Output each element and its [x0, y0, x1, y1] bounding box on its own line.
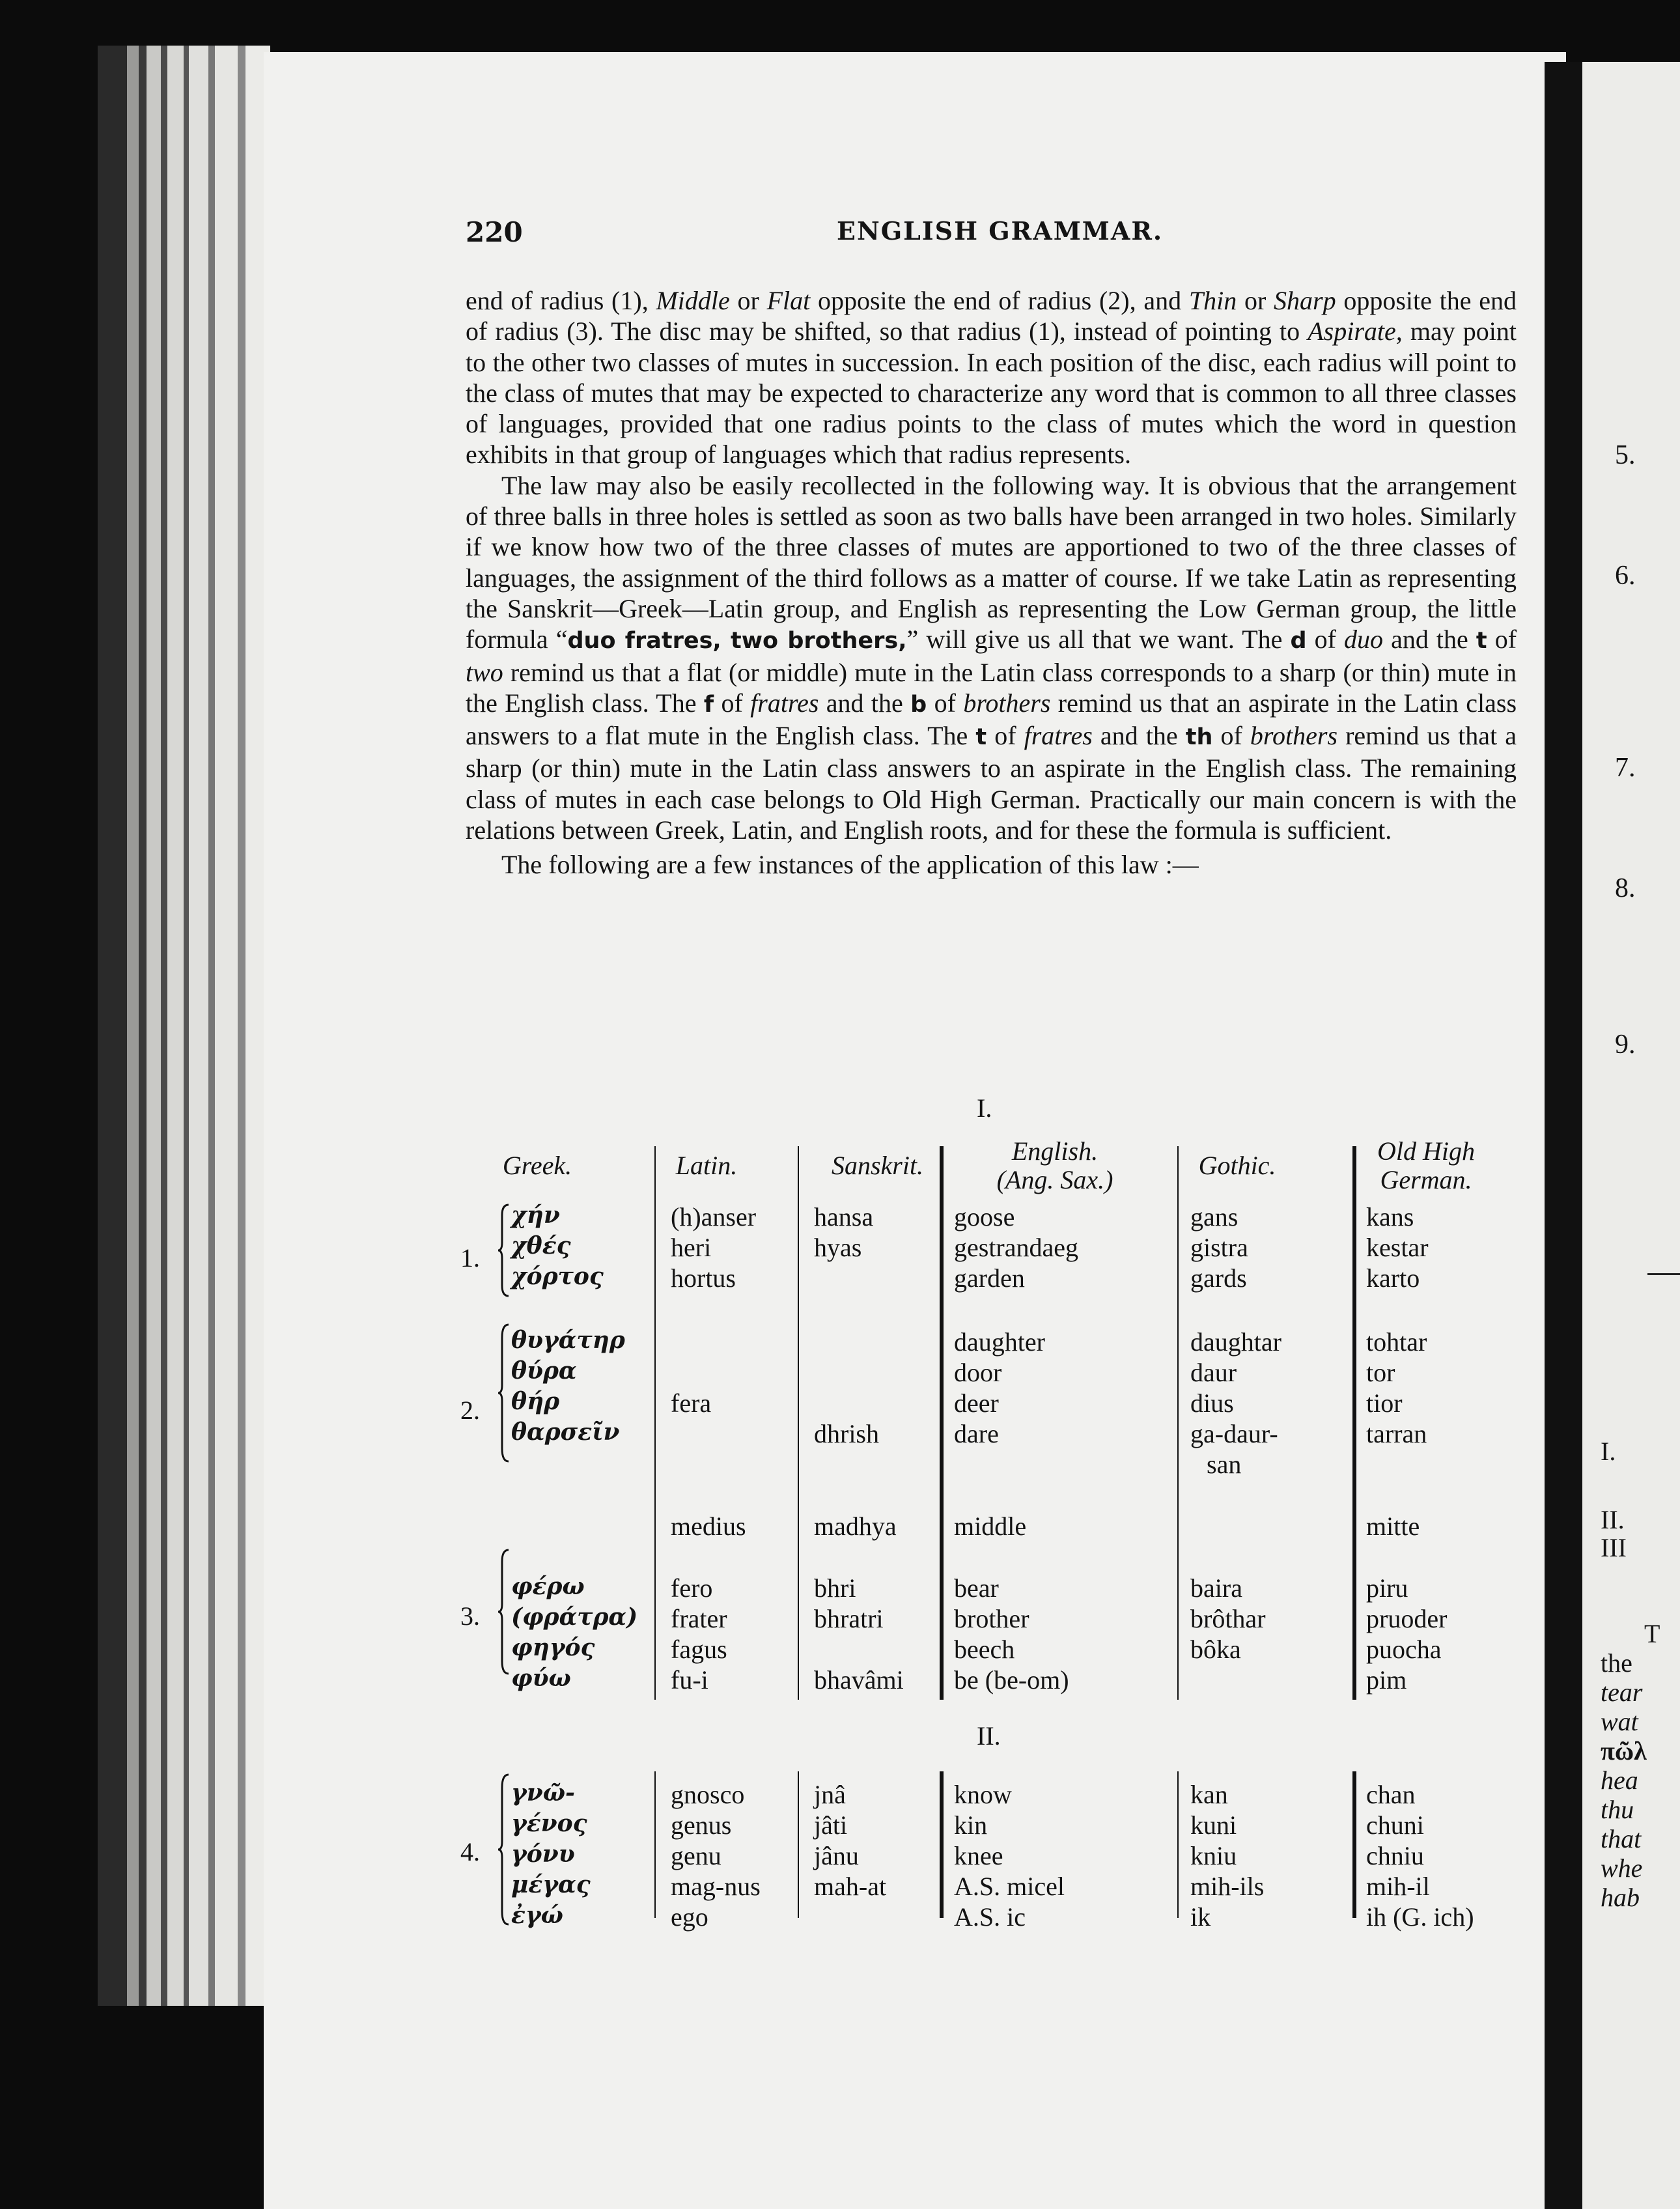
- column-rule: [1352, 1771, 1356, 1918]
- cell-latin: mag-nus: [671, 1872, 761, 1901]
- bold-term: d: [1290, 628, 1307, 654]
- group-number: 1.: [460, 1243, 480, 1273]
- cell-latin: frater: [671, 1604, 727, 1633]
- cell-latin: fera: [671, 1388, 712, 1418]
- brace-icon: [498, 1203, 511, 1298]
- running-header: [466, 216, 1517, 255]
- facing-page-number: 6.: [1615, 561, 1636, 591]
- cell-english: brother: [954, 1604, 1029, 1633]
- col-header-ohg-line1: Old High: [1377, 1136, 1475, 1166]
- facing-page-fragment: hab: [1601, 1883, 1640, 1912]
- text-run: The following are a few instances of the application of this law :—: [501, 850, 1199, 880]
- italic-term: fratres: [750, 688, 819, 718]
- italic-term: Flat: [766, 286, 811, 315]
- cell-gothic: daur: [1190, 1358, 1237, 1387]
- col-header-sanskrit: Sanskrit.: [831, 1151, 924, 1180]
- cell-ohg: mih-il: [1366, 1872, 1430, 1901]
- col-header-english: [951, 1137, 1159, 1194]
- col-header-ohg: [1338, 1137, 1514, 1194]
- facing-page-number: 9.: [1615, 1030, 1636, 1060]
- cell-greek: γνῶ-: [511, 1779, 575, 1807]
- bold-term: duo fratres, two brothers,: [567, 628, 907, 654]
- column-rule: [1352, 1146, 1356, 1700]
- brace-icon: [498, 1549, 511, 1676]
- text-run: of: [1306, 625, 1345, 654]
- cell-latin: fu-i: [671, 1665, 708, 1695]
- cell-greek: γόνυ: [511, 1840, 575, 1868]
- gutter-shadow: [1545, 62, 1584, 2209]
- col-header-greek: Greek.: [502, 1151, 572, 1180]
- italic-term: duo: [1344, 625, 1384, 654]
- group-number: 2.: [460, 1396, 480, 1425]
- cell-ohg: tarran: [1366, 1419, 1427, 1448]
- text-run: of: [1212, 721, 1250, 751]
- facing-page-rule: [1647, 1273, 1680, 1275]
- cell-english: kin: [954, 1810, 988, 1840]
- cell-gothic: ik: [1190, 1902, 1211, 1932]
- col-header-latin: Latin.: [675, 1151, 738, 1180]
- text-run: opposite the end of radius (2), and: [810, 286, 1189, 315]
- cell-sanskrit: bhavâmi: [814, 1665, 904, 1695]
- cell-english: daughter: [954, 1327, 1045, 1357]
- text-run: and the: [1092, 721, 1186, 751]
- cell-gothic: brôthar: [1190, 1604, 1266, 1633]
- cell-greek: ἐγώ: [511, 1902, 563, 1929]
- cell-latin: gnosco: [671, 1780, 745, 1809]
- cell-english: bear: [954, 1573, 999, 1603]
- cell-gothic: gistra: [1190, 1233, 1248, 1262]
- cell-latin: fero: [671, 1573, 713, 1603]
- italic-term: brothers: [963, 688, 1051, 718]
- text-run: may point to the other two classes of mutes in succession. In each position of the disc, each radius will point to the class of mutes that may be expected to characterize any word that is common to all three classes of languages, provided that one radius points to the class of mutes which the word in question exhibits in that group of languages which that radius represents.: [466, 317, 1517, 470]
- cell-sanskrit: jnâ: [814, 1780, 846, 1809]
- facing-page-fragment: hea: [1601, 1766, 1638, 1795]
- facing-page-roman: II.: [1601, 1505, 1625, 1534]
- bold-term: f: [703, 691, 714, 718]
- cell-ohg: piru: [1366, 1573, 1408, 1603]
- cell-english: A.S. ic: [954, 1902, 1026, 1932]
- cell-gothic: kuni: [1190, 1810, 1237, 1840]
- cell-ohg: pim: [1366, 1665, 1407, 1695]
- cell-english: knee: [954, 1841, 1003, 1870]
- cell-latin: ego: [671, 1902, 708, 1932]
- text-run: opposite the end of radius (3). The disc may be shifted, so that radius (1), instead of pointing to: [466, 286, 1517, 346]
- book-page-edges: [98, 46, 270, 2006]
- cell-ohg: chan: [1366, 1780, 1416, 1809]
- text-run: remind us that a sharp (or thin) mute in the Latin class answers to an aspirate in the English class. The remaining class of mutes in each case belongs to Old High German. Practically our main concern is with the relations between Greek, Latin, and English roots, and for these the formula is sufficient.: [466, 721, 1517, 845]
- text-run: and the: [819, 688, 911, 718]
- column-rule: [940, 1771, 944, 1918]
- facing-page: [1582, 62, 1680, 2209]
- column-rule: [940, 1146, 944, 1700]
- cell-ohg: tohtar: [1366, 1327, 1427, 1357]
- cell-gothic: gans: [1190, 1202, 1239, 1231]
- group-number: 3.: [460, 1601, 480, 1631]
- cell-latin: genu: [671, 1841, 721, 1870]
- facing-page-roman: III: [1601, 1533, 1627, 1562]
- facing-page-fragment: wat: [1601, 1707, 1638, 1736]
- cell-sanskrit: bhratri: [814, 1604, 884, 1633]
- facing-page-number: 5.: [1615, 440, 1636, 470]
- cell-ohg: tior: [1366, 1388, 1403, 1418]
- cell-ohg: mitte: [1366, 1512, 1420, 1541]
- cell-ohg: ih (G. ich): [1366, 1902, 1474, 1932]
- col-header-ohg-line2: German.: [1380, 1165, 1472, 1194]
- bold-term: b: [910, 691, 927, 718]
- cell-ohg: pruoder: [1366, 1604, 1448, 1633]
- cell-ohg: chniu: [1366, 1841, 1424, 1870]
- text-run: of: [714, 688, 751, 718]
- cell-english: middle: [954, 1512, 1027, 1541]
- cell-greek: χθές: [511, 1232, 571, 1259]
- cell-greek: θυγάτηρ: [511, 1327, 625, 1354]
- text-run: remind us that a flat (or middle) mute in the Latin class corresponds to a sharp (or thin) mute in the English class. The: [466, 657, 1517, 718]
- cell-gothic: kniu: [1190, 1841, 1237, 1870]
- facing-page-number: 8.: [1615, 873, 1636, 903]
- cell-ohg: kestar: [1366, 1233, 1429, 1262]
- text-run: and the: [1383, 625, 1476, 654]
- running-title: ENGLISH GRAMMAR.: [837, 216, 1164, 246]
- column-rule: [654, 1146, 656, 1700]
- italic-term: two: [466, 657, 503, 687]
- facing-page-roman: I.: [1601, 1437, 1616, 1466]
- cell-gothic: dius: [1190, 1388, 1234, 1418]
- cell-latin: hortus: [671, 1263, 736, 1293]
- cell-english: goose: [954, 1202, 1015, 1231]
- column-rule: [798, 1771, 799, 1918]
- cell-english: deer: [954, 1388, 999, 1418]
- cell-latin: medius: [671, 1512, 746, 1541]
- cell-sanskrit: jâti: [814, 1810, 848, 1840]
- cell-gothic: baira: [1190, 1573, 1242, 1603]
- cell-ohg: tor: [1366, 1358, 1395, 1387]
- cell-greek: μέγας: [511, 1871, 591, 1898]
- cell-sanskrit: bhri: [814, 1573, 856, 1603]
- text-run: or: [729, 286, 767, 315]
- text-run: of: [987, 721, 1024, 751]
- italic-term: brothers: [1250, 721, 1338, 751]
- brace-icon: [498, 1773, 511, 1926]
- cell-sanskrit: hyas: [814, 1233, 862, 1262]
- text-run: of: [927, 688, 964, 718]
- cell-greek: χήν: [511, 1202, 560, 1229]
- col-header-gothic: Gothic.: [1198, 1151, 1276, 1180]
- cell-greek: (φράτρα): [511, 1603, 638, 1631]
- cell-greek: γένος: [511, 1810, 587, 1837]
- facing-page-fragment: that: [1601, 1824, 1642, 1853]
- cell-sanskrit: jânu: [814, 1841, 859, 1870]
- text-run: remind us that an aspirate in the Latin class answers to a flat mute in the English class. The: [466, 688, 1517, 751]
- cell-english: dare: [954, 1419, 999, 1448]
- group-number: 4.: [460, 1837, 480, 1866]
- text-run: end of radius (1),: [466, 286, 656, 315]
- bold-term: th: [1185, 724, 1213, 751]
- cell-english: beech: [954, 1635, 1015, 1664]
- column-rule: [1177, 1146, 1179, 1700]
- col-header-english-line1: English.: [1011, 1136, 1099, 1166]
- cell-gothic: mih-ils: [1190, 1872, 1265, 1901]
- cell-greek: χόρτος: [511, 1263, 604, 1290]
- cell-ohg: kans: [1366, 1202, 1414, 1231]
- cell-sanskrit: madhya: [814, 1512, 897, 1541]
- bold-term: t: [975, 724, 987, 751]
- cell-sanskrit: mah-at: [814, 1872, 887, 1901]
- facing-page-fragment: the: [1601, 1648, 1632, 1678]
- cell-latin: (h)anser: [671, 1202, 757, 1231]
- cell-ohg: chuni: [1366, 1810, 1424, 1840]
- cell-greek: θαρσεῖν: [511, 1418, 620, 1446]
- column-rule: [654, 1771, 656, 1918]
- cell-english: be (be-om): [954, 1665, 1069, 1695]
- cell-sanskrit: dhrish: [814, 1419, 879, 1448]
- column-rule: [1177, 1771, 1179, 1918]
- cell-latin: fagus: [671, 1635, 727, 1664]
- paragraph-formula: [466, 470, 1517, 846]
- italic-term: Sharp: [1274, 286, 1336, 315]
- italic-term: fratres: [1024, 721, 1093, 751]
- section-heading-II: II.: [977, 1721, 1001, 1751]
- text-run: The law may also be easily recollected in the following way. It is obvious that the arrangement of three balls in three holes is settled as soon as two balls have been arranged in two holes. Similarly if we know how two of the three classes of mutes are apportioned to two of the three classes of languages, the assignment of the third follows as a matter of course. If we take Latin as representing the Sanskrit—Greek—Latin group, and English as representing the Low German group, the little formula “: [466, 470, 1517, 654]
- facing-page-fragment: thu: [1601, 1795, 1634, 1824]
- text-run: of: [1487, 625, 1517, 654]
- facing-page-fragment: πῶλ: [1601, 1736, 1647, 1766]
- cell-gothic: ga-daur-: [1190, 1419, 1278, 1448]
- italic-term: Middle: [656, 286, 730, 315]
- cell-greek: φέρω: [511, 1573, 585, 1600]
- text-run: or: [1237, 286, 1274, 315]
- bold-term: t: [1476, 628, 1487, 654]
- cell-ohg: puocha: [1366, 1635, 1442, 1664]
- cell-greek: θύρα: [511, 1357, 577, 1385]
- facing-page-fragment: tear: [1601, 1678, 1643, 1707]
- paragraph-instances-intro: [466, 849, 1517, 880]
- cell-gothic: daughtar: [1190, 1327, 1281, 1357]
- paragraph-disc-description: [466, 285, 1517, 470]
- facing-page-fragment: whe: [1601, 1853, 1643, 1883]
- cell-ohg: karto: [1366, 1263, 1420, 1293]
- facing-page-fragment: T: [1644, 1619, 1660, 1648]
- cell-gothic: bôka: [1190, 1635, 1241, 1664]
- cell-greek: φύω: [511, 1665, 571, 1692]
- body-text: [466, 285, 1517, 880]
- text-run: ” will give us all that we want. The: [906, 625, 1291, 654]
- cell-english: know: [954, 1780, 1012, 1809]
- column-rule: [798, 1146, 799, 1700]
- cell-greek: θήρ: [511, 1388, 560, 1415]
- page-number: 220: [466, 216, 523, 248]
- italic-term: Aspirate,: [1308, 317, 1403, 346]
- cell-latin: genus: [671, 1810, 732, 1840]
- cell-english: A.S. micel: [954, 1872, 1065, 1901]
- brace-icon: [498, 1323, 511, 1463]
- cell-sanskrit: hansa: [814, 1202, 874, 1231]
- facing-page-number: 7.: [1615, 753, 1636, 783]
- cell-english: gestrandaeg: [954, 1233, 1079, 1262]
- cell-gothic: gards: [1190, 1263, 1247, 1293]
- cell-greek: φηγός: [511, 1634, 595, 1661]
- col-header-english-line2: (Ang. Sax.): [996, 1165, 1113, 1194]
- cell-english: garden: [954, 1263, 1025, 1293]
- section-heading-I: I.: [977, 1093, 992, 1123]
- comparison-table: [460, 1081, 1517, 1947]
- cell-gothic: san: [1207, 1450, 1242, 1479]
- cell-gothic: kan: [1190, 1780, 1228, 1809]
- cell-english: door: [954, 1358, 1002, 1387]
- italic-term: Thin: [1188, 286, 1237, 315]
- cell-latin: heri: [671, 1233, 712, 1262]
